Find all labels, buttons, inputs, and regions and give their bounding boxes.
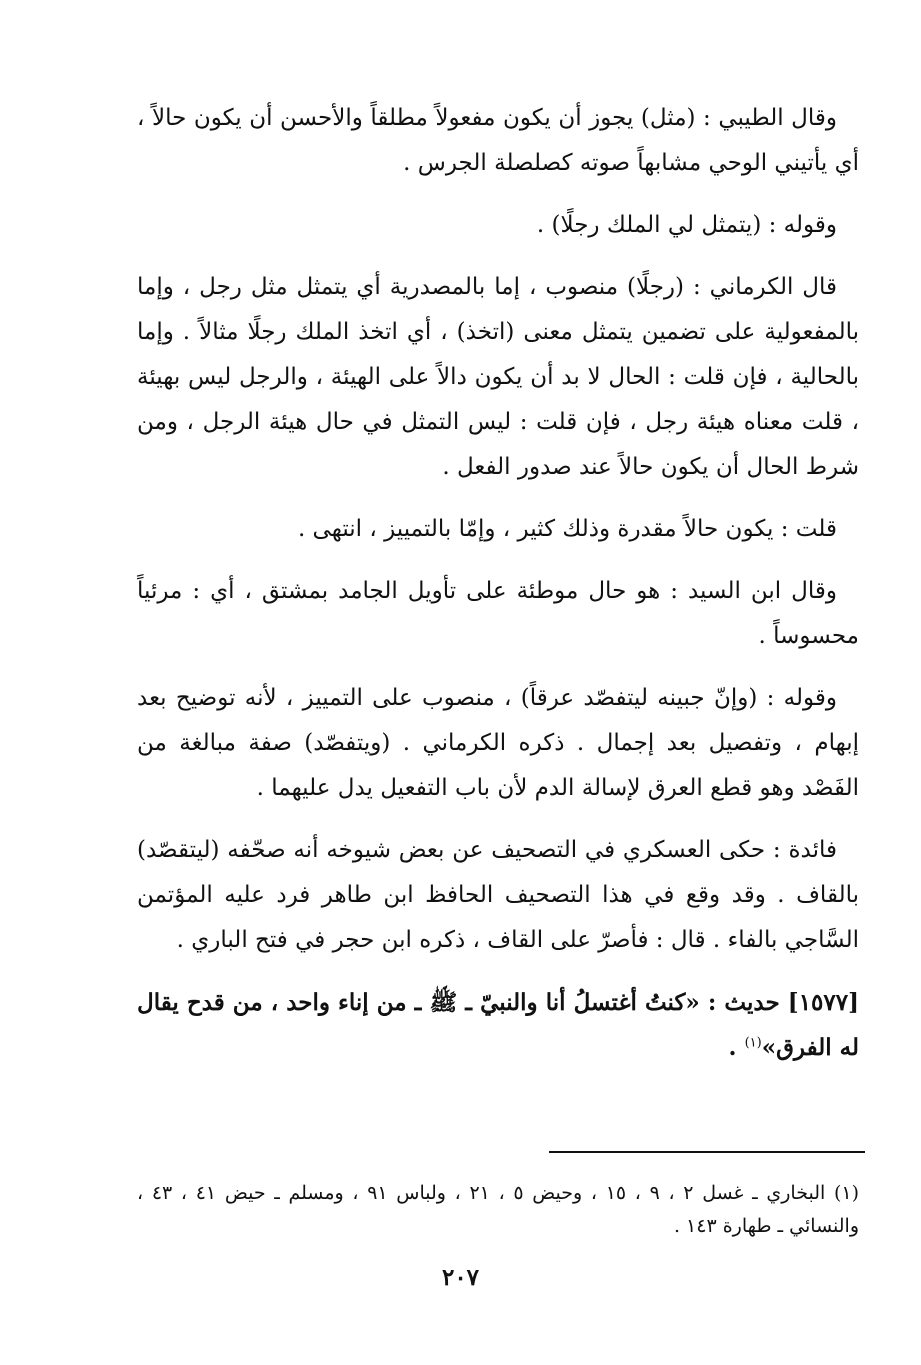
hadith-end: . — [728, 1034, 745, 1061]
hadith-entry — [137, 980, 859, 1070]
paragraph-qawluhu-2: وقوله : (وإنّ جبينه ليتفصّد عرقاً) ، منصوب على التمييز ، لأنه توضيح بعد إبهام ، وتفصيل بعد إجمال . ذكره الكرماني . (ويتفصّد) صفة مبالغة من الفَصْد وهو قطع العرق لإسالة الدم لأن باب التفعيل يدل عليهما . — [137, 685, 859, 801]
footnote: (١) البخاري ـ غسل ٢ ، ٩ ، ١٥ ، وحيض ٥ ، ٢١ ، ولباس ٩١ ، ومسلم ـ حيض ٤١ ، ٤٣ ، والنسائي ـ طهارة ١٤٣ . — [137, 1182, 860, 1237]
hadith-number: [١٥٧٧] — [787, 989, 859, 1016]
paragraph-qultu: قلت : يكون حالاً مقدرة وذلك كثير ، وإمّا بالتمييز ، انتهى . — [297, 516, 837, 542]
paragraph-qawluhu-1: وقوله : (يتمثل لي الملك رجلًا) . — [536, 212, 837, 238]
page-number: ٢٠٧ — [441, 1264, 480, 1291]
paragraph-kirmani: قال الكرماني : (رجلًا) منصوب ، إما بالمصدرية أي يتمثل مثل رجل ، وإما بالمفعولية على تضمين يتمثل معنى (اتخذ) ، أي اتخذ الملك رجلًا مثالاً . وإما بالحالية ، فإن قلت : الحال لا بد أن يكون دالاً على الهيئة ، والرجل ليس بهيئة ، قلت معناه هيئة رجل ، فإن قلت : ليس التمثل في حال هيئة الرجل ، ومن شرط الحال أن يكون حالاً عند صدور الفعل . — [137, 274, 859, 480]
footnote-separator — [549, 1151, 865, 1153]
paragraph-tibi: وقال الطيبي : (مثل) يجوز أن يكون مفعولاً مطلقاً والأحسن أن يكون حالاً ، أي يأتيني الوحي مشابهاً صوته كصلصلة الجرس . — [137, 105, 859, 176]
paragraph-ibn-sayyid: وقال ابن السيد : هو حال موطئة على تأويل الجامد بمشتق ، أي : مرئياً محسوساً . — [137, 578, 859, 649]
footnote-reference[interactable]: (١) — [744, 1035, 762, 1051]
hadith-text: حديث : «كنتُ أغتسلُ أنا والنبيّ ـ ﷺ ـ من إناء واحد ، من قدح يقال له الفرق» — [137, 989, 859, 1061]
paragraph-faida: فائدة : حكى العسكري في التصحيف عن بعض شيوخه أنه صحّفه (ليتقصّد) بالقاف . وقد وقع في هذا التصحيف الحافظ ابن طاهر فرد عليه المؤتمن السَّاجي بالفاء . قال : فأصرّ على القاف ، ذكره ابن حجر في فتح الباري . — [137, 837, 859, 953]
main-text — [137, 96, 859, 1087]
